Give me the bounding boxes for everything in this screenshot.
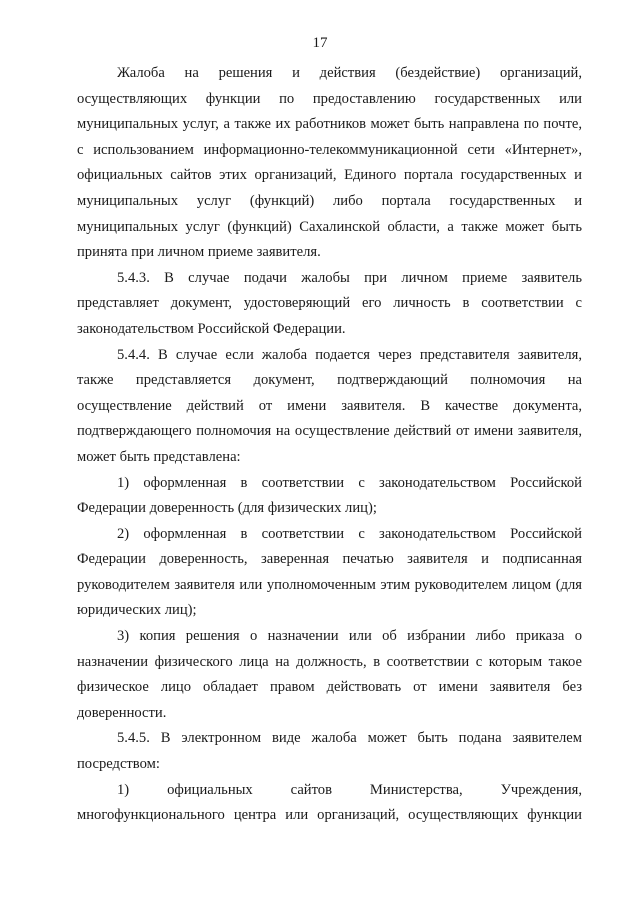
page-number: 17 xyxy=(312,35,328,51)
document-body xyxy=(77,61,582,829)
list-item-1-individual-power-of-attorney: 1) оформленная в соответствии с законодательством Российской Федерации доверенность (для физических лиц); xyxy=(77,474,582,517)
list-item-3-appointment-decision-copy: 3) копия решения о назначении или об избрании либо приказа о назначении физического лица на должность, в соответствии с которым такое физическое лицо обладает правом действовать от имени заявителя без доверенности. xyxy=(77,628,582,721)
list-item-1-official-websites: 1) официальных сайтов Министерства, Учреждения, многофункционального центра или организаций, осуществляющих функции xyxy=(77,781,582,824)
paragraph-5-4-5: 5.4.5. В электронном виде жалоба может быть подана заявителем посредством: xyxy=(77,730,582,773)
paragraph-5-4-3: 5.4.3. В случае подачи жалобы при личном приеме заявитель представляет документ, удостоверяющий его личность в соответствии с законодательством Российской Федерации. xyxy=(77,269,582,337)
paragraph-5-4-4: 5.4.4. В случае если жалоба подается через представителя заявителя, также представляется документ, подтверждающий полномочия на осуществление действий от имени заявителя. В качестве документа, подтверждающего полномочия на осуществление действий от имени заявителя, может быть представлена: xyxy=(77,346,582,465)
list-item-2-legal-entity-power-of-attorney: 2) оформленная в соответствии с законодательством Российской Федерации доверенность, заверенная печатью заявителя и подписанная руководителем заявителя или уполномоченным этим руководителем лицом (для юридических лиц); xyxy=(77,525,582,619)
paragraph-complaint-channels: Жалоба на решения и действия (бездействие) организаций, осуществляющих функции по предоставлению государственных или муниципальных услуг, а также их работников может быть направлена по почте, с использованием информационно-телекоммуникационной сети «Интернет», официальных сайтов этих организаций, Единого портала государственных и муниципальных услуг (функций) либо портала государственных и муниципальных услуг (функций) Сахалинской области, а также может быть принята при личном приеме заявителя. xyxy=(77,65,582,261)
